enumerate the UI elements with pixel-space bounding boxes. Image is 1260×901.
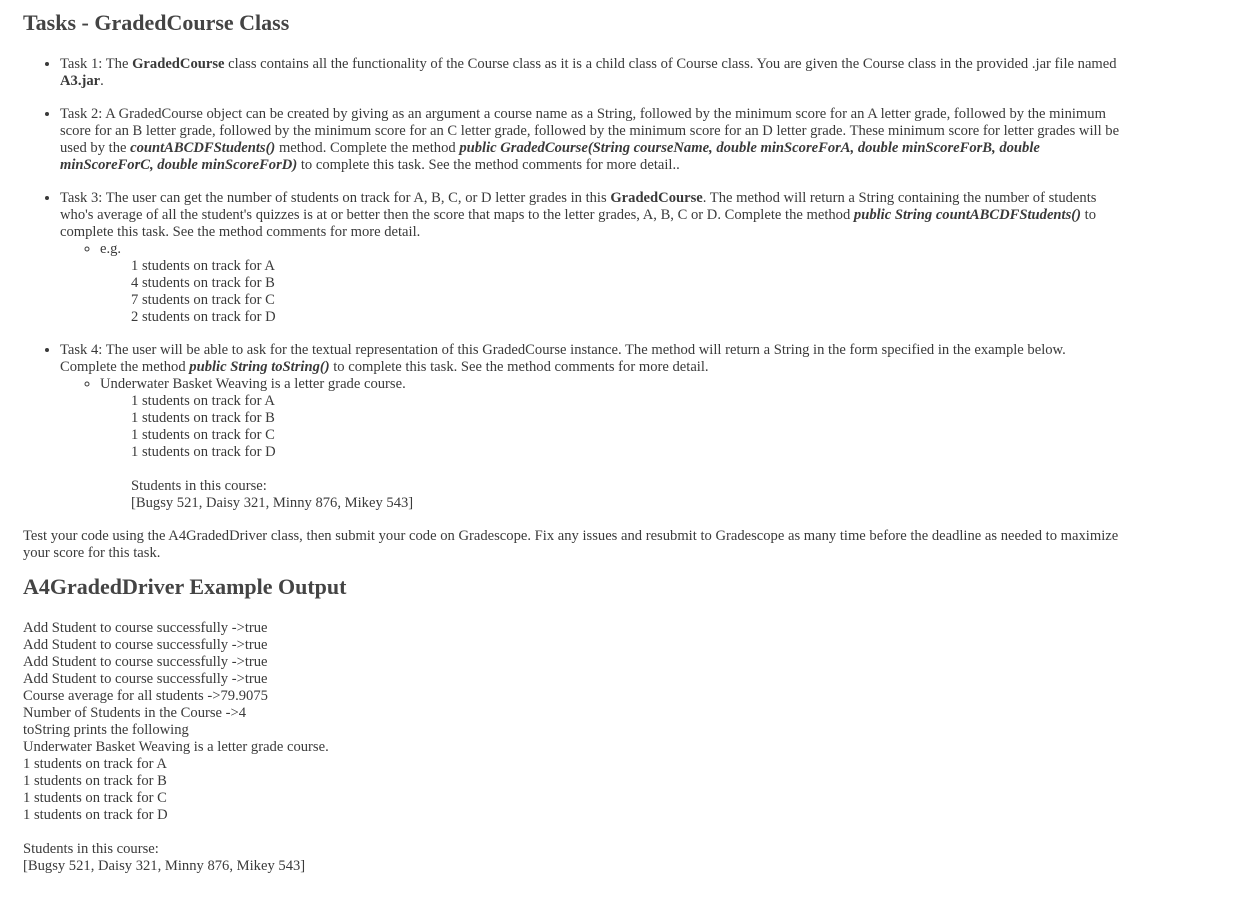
example-line: [Bugsy 521, Daisy 321, Minny 876, Mikey 543] [131,495,414,511]
output-line: Underwater Basket Weaving is a letter grade course. [23,739,329,755]
output-line: Number of Students in the Course ->4 [23,705,247,721]
task-2-constructor-signature: public GradedCourse(String courseName, double minScoreForA, double minScoreForB, double minScoreForC, double minScoreForD) [60,140,1040,173]
output-line: 1 students on track for A [23,756,167,772]
test-instructions: Test your code using the A4GradedDriver class, then submit your code on Gradescope. Fix any issues and resubmit to Gradescope as many time before the deadline as needed to maximize your score for this task. [23,528,1119,561]
task-2-text: Task 2: A GradedCourse object can be created by giving as an argument a course name as a String, followed by the minimum score for an A letter grade, followed by the minimum score for an B letter grade, followed by the minimum score for an C letter grade, followed by the minimum score for an D letter grade. These minimum score for letter grades will be used by the [60,106,1120,156]
example-line: 1 students on track for C [131,427,275,443]
task-3-text: Task 3: The user can get the number of students on track for A, B, C, or D letter grades in this [60,190,611,206]
task-4-text: Task 4: The user will be able to ask for the textual representation of this GradedCourse instance. The method will return a String in the form specified in the example below. Complete the method [60,342,1066,375]
task-4-example-lines [100,393,1123,512]
output-line: [Bugsy 521, Daisy 321, Minny 876, Mikey 543] [23,858,306,874]
task-2-text-end: to complete this task. See the method comments for more detail.. [297,157,680,173]
example-line: 1 students on track for D [131,444,276,460]
example-line: 1 students on track for B [131,410,275,426]
task-list [23,56,1123,512]
blank-line [131,461,1123,478]
task-2-method-ref: countABCDFStudents() [130,140,276,156]
task-2 [60,106,1123,174]
task-4-example-item [100,376,1123,512]
example-line: 7 students on track for C [131,292,275,308]
task-1-bold-class: GradedCourse [132,56,225,72]
task-2-text-mid: method. Complete the method [275,140,460,156]
page-title: Tasks - GradedCourse Class [23,10,290,35]
output-line: Add Student to course successfully ->true [23,620,268,636]
task-4-example-list [60,376,1123,512]
output-line: Add Student to course successfully ->true [23,637,268,653]
task-3-example-lines [100,258,1123,326]
task-1-text-end: . [100,73,104,89]
output-section-title: A4GradedDriver Example Output [23,574,347,599]
task-4-method-signature: public String toString() [189,359,330,375]
task-3-method-signature: public String countABCDFStudents() [853,207,1082,223]
task-4-text-end: to complete this task. See the method comments for more detail. [329,359,709,375]
task-3 [60,190,1123,326]
task-3-example-label: e.g. [100,241,122,257]
output-line: Add Student to course successfully ->true [23,671,268,687]
output-line: Course average for all students ->79.9075 [23,688,268,704]
output-line: 1 students on track for B [23,773,167,789]
task-3-example-list [60,241,1123,326]
output-line: toString prints the following [23,722,189,738]
output-line: 1 students on track for C [23,790,167,806]
task-3-bold-class: GradedCourse [610,190,703,206]
task-1-text-mid: class contains all the functionality of the Course class as it is a child class of Course class. You are given the Course class in the provided .jar file named [224,56,1117,72]
task-3-text-mid: . The method will return a String containing the number of students who's average of all the student's quizzes is at or better then the score that maps to the letter grades, A, B, C or D. Complete the method [60,190,1097,223]
example-output [23,620,1123,875]
task-4 [60,342,1123,512]
task-1-text: Task 1: The [60,56,133,72]
task-1-bold-jar: A3.jar [60,73,101,89]
task-1 [60,56,1123,90]
task-3-example-item [100,241,1123,326]
output-line: 1 students on track for D [23,807,168,823]
blank-line [23,824,1123,841]
example-line: 1 students on track for A [131,258,275,274]
example-line: Students in this course: [131,478,267,494]
example-line: 1 students on track for A [131,393,275,409]
example-line: 2 students on track for D [131,309,276,325]
task-3-text-end: to complete this task. See the method comments for more detail. [60,207,1097,240]
task-4-example-label: Underwater Basket Weaving is a letter grade course. [100,376,406,392]
example-line: 4 students on track for B [131,275,275,291]
output-line: Add Student to course successfully ->true [23,654,268,670]
output-line: Students in this course: [23,841,159,857]
